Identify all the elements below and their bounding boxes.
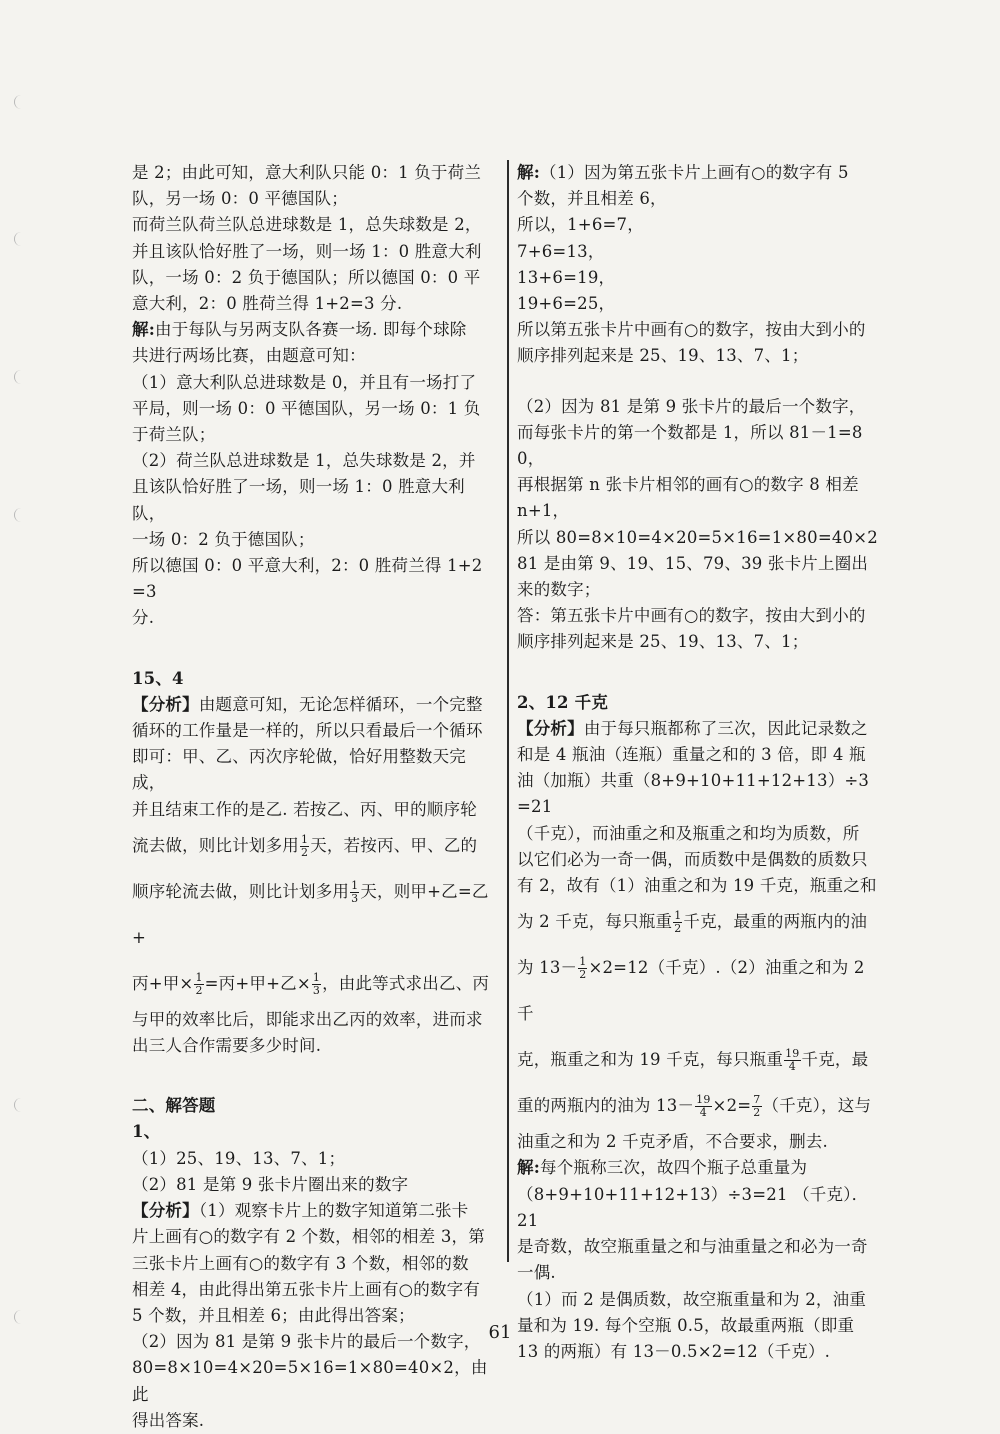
text-line: 一偶. <box>517 1263 556 1283</box>
text-line: 而每张卡片的第一个数都是 1，所以 81－1=80， <box>517 422 863 469</box>
text-line: （1）而 2 是偶质数，故空瓶重量和为 2，油重 <box>517 1289 867 1309</box>
fraction: $\frac{1}{3}$ <box>351 878 359 905</box>
text-line: （2）因为 81 是第 9 张卡片的最后一个数字， <box>517 396 866 416</box>
question-2-heading: 2、12 千克 <box>517 692 609 712</box>
binding-hole-mark <box>14 95 23 109</box>
text-line: 相差 4，由此得出第五张卡片上画有○的数字有 <box>132 1279 481 1299</box>
solution-label: 解: <box>517 163 540 182</box>
page-number: 61 <box>488 1322 512 1343</box>
question-15-heading: 15、4 <box>132 668 184 688</box>
column-divider <box>507 160 509 1262</box>
binding-hole-mark <box>14 370 23 384</box>
text-line: 重的两瓶内的油为 13－ $\frac{19}{4}$ ×2= $\frac{7}{2}$ （千克），这与 <box>517 1093 872 1120</box>
fraction: $\frac{19}{4}$ <box>696 1093 711 1120</box>
text-line: 而荷兰队荷兰队总进球数是 1，总失球数是 2， <box>132 215 482 235</box>
solution-paragraph: 解:每个瓶称三次，故四个瓶子总重量为 <box>517 1158 808 1178</box>
text-line: 意大利，2：0 胜荷兰得 1+2=3 分. <box>132 294 403 314</box>
solution-paragraph: 解:（1）因为第五张卡片上画有○的数字有 5 <box>517 163 849 182</box>
text-line: 与甲的效率比后，即能求出乙丙的效率，进而求 <box>132 1009 483 1029</box>
text-line: 19+6=25， <box>517 294 616 314</box>
text-line: 有 2，故有（1）油重之和为 19 千克，瓶重之和 <box>517 876 877 896</box>
analysis-label: 【分析】 <box>132 1201 199 1221</box>
text-line: 平局，则一场 0：0 平德国队，另一场 0：1 负 <box>132 398 481 418</box>
text-line: 出三人合作需要多少时间. <box>132 1036 322 1056</box>
text-line: 是奇数，故空瓶重量之和与油重量之和必为一奇 <box>517 1237 868 1257</box>
text-line: 80=8×10=4×20=5×16=1×80=40×2，由此 <box>132 1358 488 1404</box>
text-line: 13 的两瓶）有 13－0.5×2=12（千克）. <box>517 1341 831 1361</box>
question-1-heading: 1、 <box>132 1122 161 1142</box>
text-line: 个数，并且相差 6， <box>517 189 667 209</box>
text-line: 来的数字； <box>517 580 601 600</box>
fraction: $\frac{1}{2}$ <box>195 970 203 997</box>
text-line: 顺序排列起来是 25、19、13、7、1； <box>517 632 809 652</box>
text-line: 顺序轮流去做，则比计划多用 $\frac{1}{3}$ 天，则甲+乙=乙+ <box>132 878 489 947</box>
answer-line: （2）81 是第 9 张卡片圈出来的数字 <box>132 1174 409 1194</box>
fraction: $\frac{1}{2}$ <box>301 832 309 859</box>
solution-label: 解: <box>517 1158 540 1178</box>
text-line: 即可：甲、乙、丙次序轮做，恰好用整数天完成， <box>132 747 466 793</box>
text-line: 为 2 千克，每只瓶重 $\frac{1}{2}$ 千克，最重的两瓶内的油 <box>517 909 868 936</box>
text-line: 5 个数，并且相差 6；由此得出答案； <box>132 1305 415 1325</box>
binding-hole-mark <box>14 1098 23 1112</box>
analysis-paragraph: 【分析】由题意可知，无论怎样循环，一个完整 <box>132 694 483 714</box>
text-line: 为 13－ $\frac{1}{2}$ ×2=12（千克）.（2）油重之和为 2 千 <box>517 955 865 1024</box>
text-line: （1）意大利队总进球数是 0，并且有一场打了 <box>132 372 477 392</box>
solution-paragraph: 解:由于每队与另两支队各赛一场. 即每个球除 <box>132 320 467 340</box>
solution-label: 解: <box>132 320 155 340</box>
text-line: 于荷兰队； <box>132 425 216 445</box>
text-line: （2）因为 81 是第 9 张卡片的最后一个数字， <box>132 1332 481 1352</box>
text-line: （2）荷兰队总进球数是 1，总失球数是 2，并 <box>132 451 476 471</box>
text-line: 片上画有○的数字有 2 个数，相邻的相差 3，第 <box>132 1227 485 1247</box>
text-line: 顺序排列起来是 25、19、13、7、1； <box>517 346 809 366</box>
text-line: （8+9+10+11+12+13）÷3=21 （千克）． 21 <box>517 1184 869 1230</box>
text-line: 并且结束工作的是乙. 若按乙、丙、甲的顺序轮 <box>132 799 477 819</box>
text-line: 得出答案. <box>132 1410 205 1430</box>
text-line: 以它们必为一奇一偶，而质数中是偶数的质数只 <box>517 849 868 869</box>
fraction: $\frac{7}{2}$ <box>753 1093 761 1120</box>
text-line: 克，瓶重之和为 19 千克，每只瓶重 $\frac{19}{4}$ 千克，最 <box>517 1047 869 1074</box>
binding-hole-mark <box>14 508 23 522</box>
text-line: 队，一场 0：2 负于德国队；所以德国 0：0 平 <box>132 267 481 287</box>
text-line: 队，另一场 0：0 平德国队； <box>132 189 348 209</box>
text-line: 所以第五张卡片中画有○的数字，按由大到小的 <box>517 320 866 340</box>
text-line: 油重之和为 2 千克矛盾，不合要求，删去. <box>517 1132 828 1152</box>
binding-hole-mark <box>14 232 23 246</box>
section-heading: 二、解答题 <box>132 1096 216 1116</box>
text-line: 7+6=13， <box>517 241 605 261</box>
answer-line: （1）25、19、13、7、1； <box>132 1148 346 1168</box>
fraction: $\frac{1}{2}$ <box>579 955 587 982</box>
analysis-label: 【分析】 <box>517 718 584 738</box>
analysis-paragraph: 【分析】由于每只瓶都称了三次，因此记录数之 <box>517 718 868 738</box>
text-line: （千克），而油重之和及瓶重之和均为质数，所 <box>517 823 860 843</box>
fraction: $\frac{19}{4}$ <box>785 1047 800 1074</box>
text-line: 共进行两场比赛，由题意可知： <box>132 346 366 366</box>
text-line: 13+6=19， <box>517 267 616 287</box>
text-line: 且该队恰好胜了一场，则一场 1：0 胜意大利队， <box>132 477 465 523</box>
text-line: 所以德国 0：0 平意大利，2：0 胜荷兰得 1+2=3 <box>132 556 483 602</box>
fraction: $\frac{1}{2}$ <box>674 909 682 936</box>
right-column <box>517 160 882 1365</box>
text-line: 所以，1+6=7， <box>517 215 644 235</box>
left-column <box>132 160 492 1434</box>
text-line: 答：第五张卡片中画有○的数字，按由大到小的 <box>517 606 866 626</box>
text-line: 丙+甲× $\frac{1}{2}$ =丙+甲+乙× $\frac{1}{3}$ ，由此等式求出乙、丙 <box>132 970 490 997</box>
text-line: 循环的工作量是一样的，所以只看最后一个循环 <box>132 721 483 741</box>
text-line: 是 2；由此可知，意大利队只能 0：1 负于荷兰 <box>132 163 482 182</box>
text-line: 再根据第 n 张卡片相邻的画有○的数字 8 相差 <box>517 475 859 495</box>
text-line: 油（加瓶）共重（8+9+10+11+12+13）÷3=21 <box>517 771 870 817</box>
text-line: 量和为 19. 每个空瓶 0.5，故最重两瓶（即重 <box>517 1315 855 1335</box>
analysis-label: 【分析】 <box>132 694 199 714</box>
fraction: $\frac{1}{3}$ <box>312 970 321 997</box>
text-line: n+1， <box>517 501 570 521</box>
text-line: 和是 4 瓶油（连瓶）重量之和的 3 倍，即 4 瓶 <box>517 745 866 765</box>
text-line: 所以 80=8×10=4×20=5×16=1×80=40×2 <box>517 527 878 547</box>
text-line: 流去做，则比计划多用 $\frac{1}{2}$ 天，若按丙、甲、乙的 <box>132 832 478 859</box>
analysis-paragraph: 【分析】（1）观察卡片上的数字知道第二张卡 <box>132 1201 469 1221</box>
text-line: 并且该队恰好胜了一场，则一场 1：0 胜意大利 <box>132 241 482 261</box>
text-line: 81 是由第 9、19、15、79、39 张卡片上圈出 <box>517 553 869 573</box>
text-line: 一场 0：2 负于德国队； <box>132 529 315 549</box>
text-line: 三张卡片上画有○的数字有 3 个数，相邻的数 <box>132 1253 469 1273</box>
text-line: 分. <box>132 608 155 628</box>
